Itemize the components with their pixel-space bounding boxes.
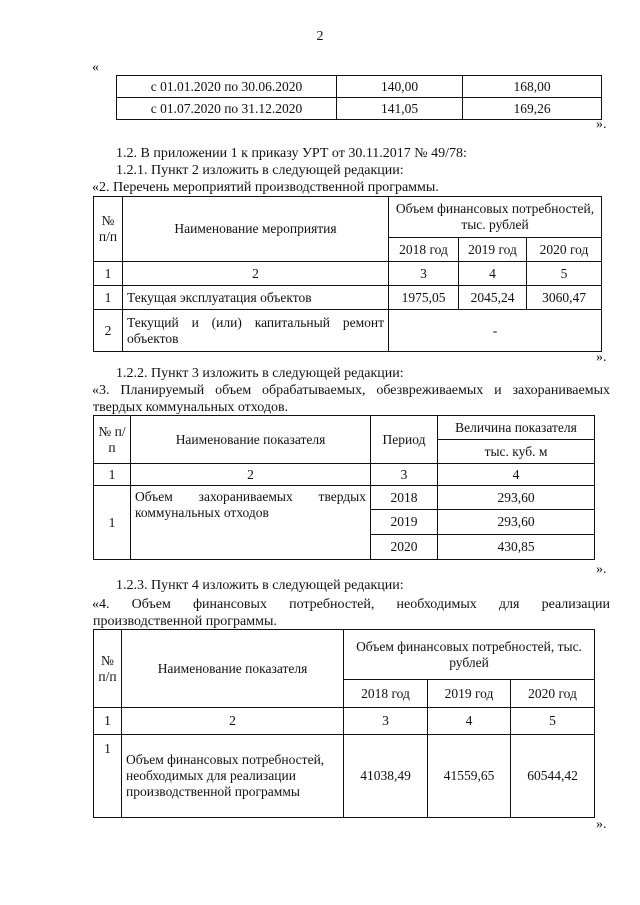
page-number: 2 xyxy=(316,29,324,44)
closing-quote: ». xyxy=(596,562,607,577)
header-year: 2018 год xyxy=(344,680,428,708)
header-unit: тыс. куб. м xyxy=(438,440,595,464)
paragraph-1-2: 1.2. В приложении 1 к приказу УРТ от 30.11.2017 № 49/78: xyxy=(116,146,467,161)
value-cell: 41038,49 xyxy=(344,735,428,818)
header-indicator-name: Наименование показателя xyxy=(131,416,371,464)
value-cell: 1975,05 xyxy=(389,286,459,310)
header-indicator-value: Величина показателя xyxy=(438,416,595,440)
period-cell: 2019 xyxy=(371,510,438,535)
index-cell: 4 xyxy=(438,464,595,486)
table-row xyxy=(117,98,602,120)
closing-quote: ». xyxy=(596,350,607,365)
row-number: 2 xyxy=(94,310,123,352)
index-cell: 3 xyxy=(371,464,438,486)
indicator-name: Объем финансовых потребностей, необходимых для реализации производственной программы xyxy=(122,735,344,818)
list4-title-line2: производственной программы. xyxy=(93,614,277,629)
index-cell: 4 xyxy=(459,262,527,286)
index-row xyxy=(94,262,602,286)
table-row xyxy=(94,286,602,310)
index-cell: 1 xyxy=(94,262,123,286)
index-cell: 3 xyxy=(344,708,428,735)
index-cell: 2 xyxy=(122,708,344,735)
paragraph-1-2-1: 1.2.1. Пункт 2 изложить в следующей редакции: xyxy=(116,163,404,178)
paragraph-1-2-2: 1.2.2. Пункт 3 изложить в следующей редакции: xyxy=(116,366,404,381)
header-indicator-name: Наименование показателя xyxy=(122,630,344,708)
value-cell: 430,85 xyxy=(438,535,595,560)
period-cell: с 01.07.2020 по 31.12.2020 xyxy=(117,98,337,120)
value-cell: 3060,47 xyxy=(527,286,602,310)
waste-volume-table xyxy=(93,415,595,560)
value-cell: 293,60 xyxy=(438,510,595,535)
index-cell: 3 xyxy=(389,262,459,286)
table-row xyxy=(94,486,595,510)
closing-quote: ». xyxy=(596,117,607,132)
value-cell: 140,00 xyxy=(337,76,463,98)
paragraph-1-2-3: 1.2.3. Пункт 4 изложить в следующей редакции: xyxy=(116,578,404,593)
index-cell: 4 xyxy=(428,708,511,735)
measures-table xyxy=(93,196,602,352)
value-cell: 168,00 xyxy=(463,76,602,98)
indicator-name: Объем захораниваемых твердых коммунальных отходов xyxy=(131,486,371,560)
table-row xyxy=(117,76,602,98)
measure-name: Текущая эксплуатация объектов xyxy=(123,286,389,310)
period-cell: 2018 xyxy=(371,486,438,510)
measure-name: Текущий и (или) капитальный ремонт объектов xyxy=(123,310,389,352)
list3-title-line2: твердых коммунальных отходов. xyxy=(93,400,289,415)
value-cell: 169,26 xyxy=(463,98,602,120)
value-cell: 2045,24 xyxy=(459,286,527,310)
value-cell: 141,05 xyxy=(337,98,463,120)
value-cell: 60544,42 xyxy=(511,735,595,818)
period-cell: 2020 xyxy=(371,535,438,560)
value-cell: 41559,65 xyxy=(428,735,511,818)
index-row xyxy=(94,708,595,735)
list3-title-line1: «3. Планируемый объем обрабатываемых, обезвреживаемых и захораниваемых xyxy=(92,383,610,398)
period-cell: с 01.01.2020 по 30.06.2020 xyxy=(117,76,337,98)
list2-title: «2. Перечень мероприятий производственной программы. xyxy=(92,180,439,195)
header-measure-name: Наименование мероприятия xyxy=(123,197,389,262)
index-cell: 1 xyxy=(94,708,122,735)
header-year: 2020 год xyxy=(527,238,602,262)
header-financial-needs: Объем финансовых потребностей, тыс. рублей xyxy=(389,197,602,238)
dash-cell: - xyxy=(389,310,602,352)
header-financial-needs: Объем финансовых потребностей, тыс. рублей xyxy=(344,630,595,680)
financial-needs-table xyxy=(93,629,595,818)
header-number: № п/п xyxy=(94,416,131,464)
header-number: № п/п xyxy=(94,197,123,262)
index-row xyxy=(94,464,595,486)
rates-table xyxy=(116,75,602,120)
header-year: 2020 год xyxy=(511,680,595,708)
closing-quote: ». xyxy=(596,817,607,832)
header-number: № п/п xyxy=(94,630,122,708)
header-year: 2019 год xyxy=(459,238,527,262)
row-number: 1 xyxy=(94,286,123,310)
header-period: Период xyxy=(371,416,438,464)
index-cell: 5 xyxy=(511,708,595,735)
header-year: 2018 год xyxy=(389,238,459,262)
table-row xyxy=(94,310,602,352)
list4-title-line1: «4. Объем финансовых потребностей, необходимых для реализации xyxy=(92,597,610,612)
index-cell: 2 xyxy=(131,464,371,486)
row-number: 1 xyxy=(94,735,122,818)
index-cell: 2 xyxy=(123,262,389,286)
index-cell: 1 xyxy=(94,464,131,486)
table-row xyxy=(94,735,595,818)
value-cell: 293,60 xyxy=(438,486,595,510)
index-cell: 5 xyxy=(527,262,602,286)
row-number: 1 xyxy=(94,486,131,560)
opening-quote: « xyxy=(92,60,99,75)
header-year: 2019 год xyxy=(428,680,511,708)
